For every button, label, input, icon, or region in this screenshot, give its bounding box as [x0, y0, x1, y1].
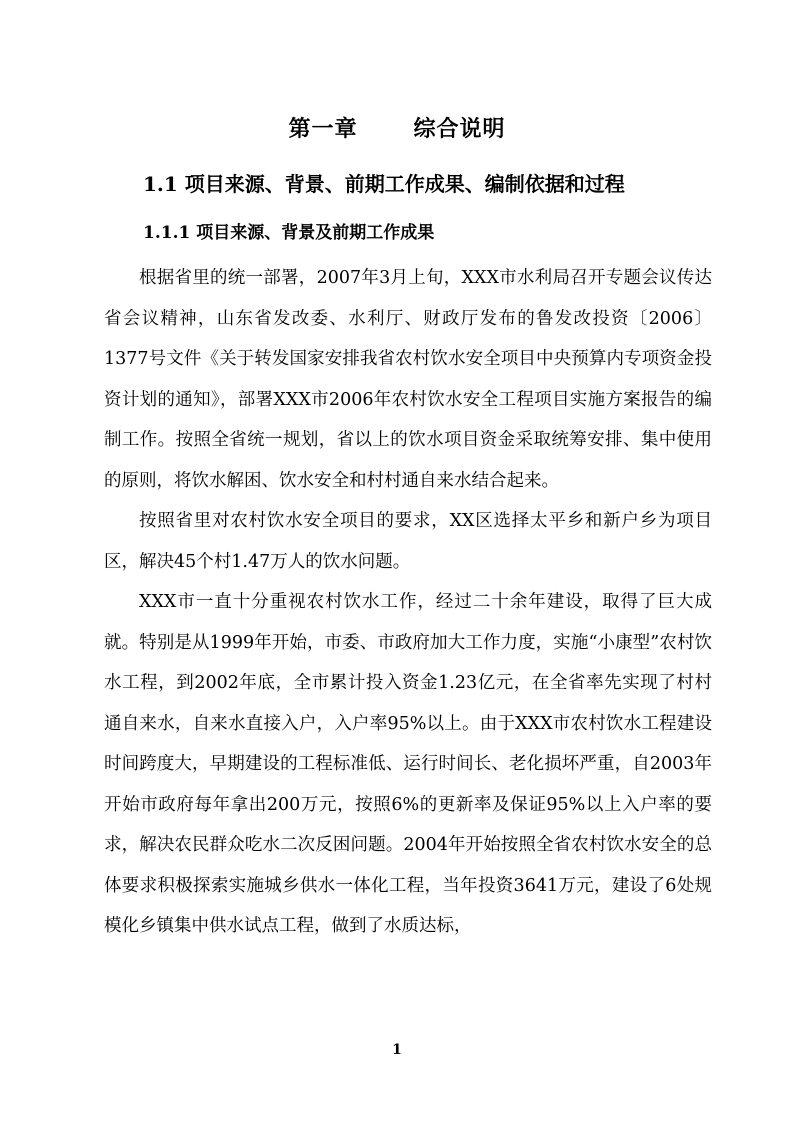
section-title: 1.1 项目来源、背景、前期工作成果、编制依据和过程 — [143, 172, 625, 196]
chapter-title: 第一章 综合说明 — [288, 116, 506, 142]
paragraph-1: 根据省里的统一部署，2007年3月上旬，XXX市水利局召开专题会议传达省会议精神，山东省发改委、水利厅、财政厅发布的鲁发改投资〔2006〕1377号文件《关于转发国家安排我省农村饮水安全项目中央预算内专项资金投资计划的通知》，部署XXX市2006年农村饮水安全工程项目实施方案报告的编制工作。按照全省统一规划，省以上的饮水项目资金采取统筹安排、集中使用的原则，将饮水解困、饮水安全和村村通自来水结合起来。 — [104, 268, 712, 491]
page-number: 1 — [392, 1042, 402, 1058]
paragraph-2: 按照省里对农村饮水安全项目的要求，XX区选择太平乡和新户乡为项目区，解决45个村1.47万人的饮水问题。 — [104, 511, 712, 572]
subsection-title: 1.1.1 项目来源、背景及前期工作成果 — [143, 223, 435, 243]
body-text — [104, 258, 712, 947]
paragraph-3: XXX市一直十分重视农村饮水工作，经过二十余年建设，取得了巨大成就。特别是从1999年开始，市委、市政府加大工作力度，实施“小康型”农村饮水工程，到2002年底，全市累计投入资金1.23亿元，在全省率先实现了村村通自来水，自来水直接入户，入户率95%以上。由于XXX市农村饮水工程建设时间跨度大，早期建设的工程标准低、运行时间长、老化损坏严重，自2003年开始市政府每年拿出200万元，按照6%的更新率及保证95%以上入户率的要求，解决农民群众吃水二次反困问题。2004年开始按照全省农村饮水安全的总体要求积极探索实施城乡供水一体化工程，当年投资3641万元，建设了6处规模化乡镇集中供水试点工程，做到了水质达标， — [104, 592, 712, 936]
